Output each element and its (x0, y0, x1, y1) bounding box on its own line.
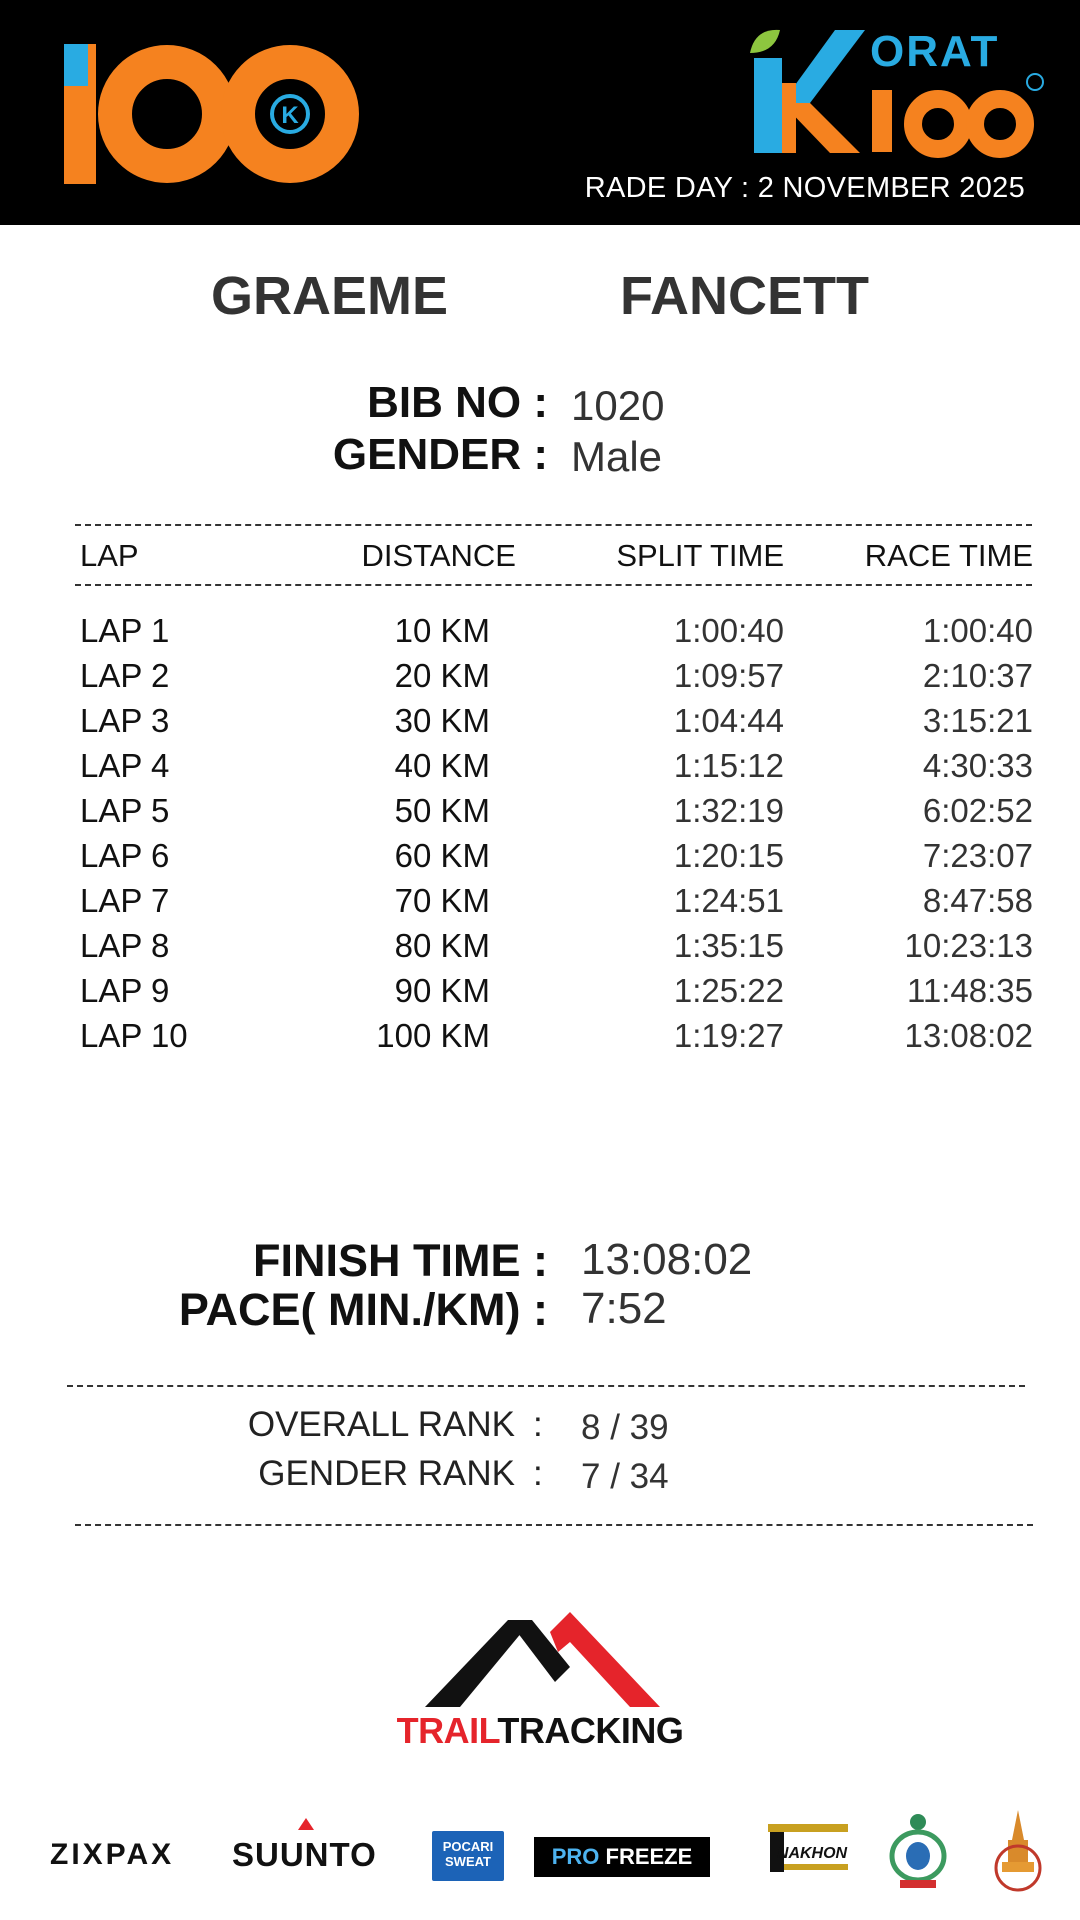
gender-label: GENDER : (332, 430, 548, 479)
gender-rank-colon: : (533, 1454, 543, 1493)
korat-100-logo (64, 40, 374, 190)
split-time-cell: 1:35:15 (673, 927, 784, 964)
lap-cell: LAP 2 (80, 657, 170, 694)
pace-label: PACE( MIN./KM) : (178, 1284, 548, 1335)
header-banner (0, 0, 1080, 225)
distance-cell: 70 KM (394, 882, 490, 919)
overall-rank-colon: : (533, 1405, 543, 1444)
split-time-cell: 1:25:22 (673, 972, 784, 1009)
race-time-cell: 6:02:52 (922, 792, 1033, 829)
split-time-cell: 1:19:27 (673, 1017, 784, 1054)
race-time-cell: 8:47:58 (922, 882, 1033, 919)
lap-cell: LAP 1 (80, 612, 170, 649)
pocari-sweat-logo: POCARI SWEAT (432, 1831, 504, 1881)
distance-cell: 30 KM (394, 702, 490, 739)
bib-label: BIB NO : (367, 378, 548, 427)
lap-cell: LAP 9 (80, 972, 170, 1009)
korat-brand-logo (750, 28, 1050, 158)
distance-cell: 100 KM (376, 1017, 490, 1054)
split-time-cell: 1:04:44 (673, 702, 784, 739)
race-time-cell: 7:23:07 (922, 837, 1033, 874)
distance-cell: 80 KM (394, 927, 490, 964)
overall-rank-value: 8 / 39 (581, 1408, 669, 1447)
race-time-cell: 3:15:21 (922, 702, 1033, 739)
lap-cell: LAP 5 (80, 792, 170, 829)
gender-value: Male (571, 433, 663, 480)
pro-freeze-logo (534, 1837, 710, 1877)
suunto-logo: SUUNTO (232, 1836, 377, 1873)
suunto-triangle-icon (298, 1818, 314, 1830)
split-time-cell: 1:15:12 (673, 747, 784, 784)
bib-value: 1020 (571, 382, 665, 429)
distance-cell: 20 KM (394, 657, 490, 694)
gender-rank-label: GENDER RANK (258, 1454, 515, 1493)
split-time-cell: 1:32:19 (673, 792, 784, 829)
distance-cell: 40 KM (394, 747, 490, 784)
distance-cell: 50 KM (394, 792, 490, 829)
distance-cell: 10 KM (394, 612, 490, 649)
lap-cell: LAP 4 (80, 747, 170, 784)
race-time-cell: 1:00:40 (922, 612, 1033, 649)
pace-value: 7:52 (581, 1284, 667, 1333)
split-time-cell: 1:09:57 (673, 657, 784, 694)
race-time-cell: 2:10:37 (922, 657, 1033, 694)
finish-time-value: 13:08:02 (581, 1235, 753, 1284)
freeze-word: FREEZE (599, 1844, 693, 1869)
split-time-cell: 1:20:15 (673, 837, 784, 874)
header-race-time: RACE TIME (864, 538, 1033, 573)
nakhon-ratchasima-sports-logo (764, 1822, 852, 1878)
logo-badge-k: K (281, 102, 299, 129)
svg-text:NAKHON: NAKHON (776, 1845, 848, 1862)
divider (67, 1385, 1025, 1387)
lap-cell: LAP 6 (80, 837, 170, 874)
race-day-text: RADE DAY : 2 NOVEMBER 2025 (584, 172, 1025, 204)
lap-cell: LAP 7 (80, 882, 170, 919)
divider (75, 1524, 1033, 1526)
runner-name: GRAEME FANCETT (210, 266, 869, 326)
divider (75, 584, 1032, 586)
government-seal-logo (886, 1812, 950, 1892)
trail-word: TRAIL (396, 1710, 498, 1751)
lap-cell: LAP 3 (80, 702, 170, 739)
split-time-cell: 1:00:40 (673, 612, 784, 649)
gender-rank-value: 7 / 34 (581, 1457, 669, 1496)
pro-word: PRO (551, 1844, 600, 1869)
university-seal-logo (988, 1810, 1048, 1892)
zixpax-logo: ZIXPAX (50, 1838, 175, 1871)
header-distance: DISTANCE (361, 538, 516, 573)
overall-rank-label: OVERALL RANK (247, 1405, 515, 1444)
lap-cell: LAP 10 (80, 1017, 188, 1054)
trailtracking-logo-text (0, 1710, 1080, 1752)
finish-time-label: FINISH TIME : (253, 1235, 548, 1286)
divider (75, 524, 1032, 526)
header-lap: LAP (80, 538, 139, 573)
lap-cell: LAP 8 (80, 927, 170, 964)
tracking-word: TRACKING (497, 1710, 684, 1751)
table-row (0, 1017, 1080, 1072)
header-split-time: SPLIT TIME (616, 538, 784, 573)
race-time-cell: 11:48:35 (906, 972, 1033, 1009)
logo-orat-text: ORAT (870, 28, 1000, 76)
race-time-cell: 10:23:13 (904, 927, 1033, 964)
race-time-cell: 4:30:33 (922, 747, 1033, 784)
race-time-cell: 13:08:02 (904, 1017, 1033, 1054)
distance-cell: 90 KM (394, 972, 490, 1009)
split-time-cell: 1:24:51 (673, 882, 784, 919)
trailtracking-mountain-icon (420, 1612, 670, 1712)
distance-cell: 60 KM (394, 837, 490, 874)
